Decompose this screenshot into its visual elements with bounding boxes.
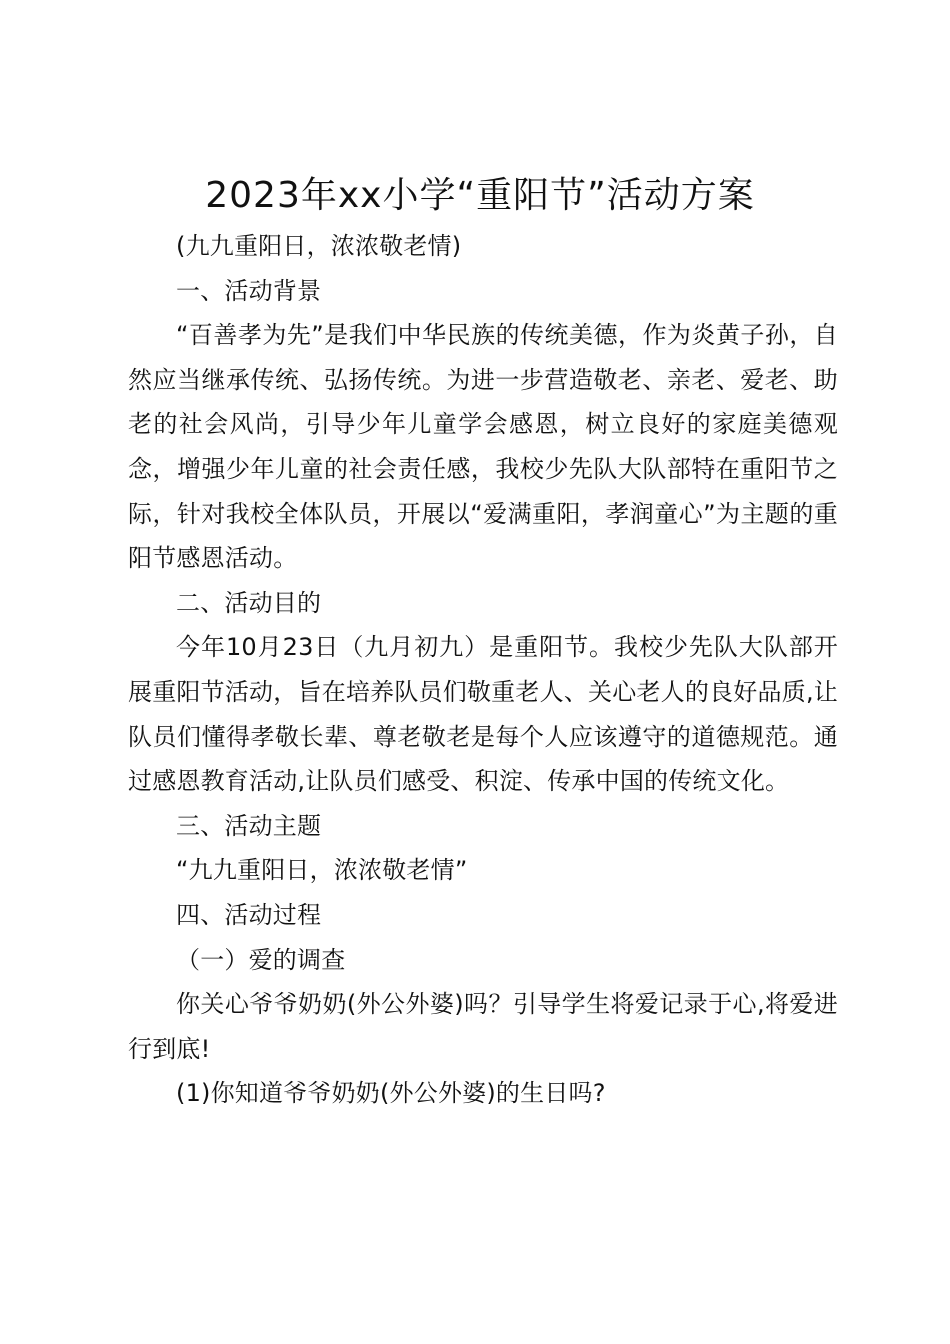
section-heading-purpose: 二、活动目的: [176, 588, 322, 617]
section-heading-theme: 三、活动主题: [176, 811, 322, 840]
survey-paragraph: 你关心爷爷奶奶(外公外婆)吗？引导学生将爱记录于心,将爱进行到底!: [128, 990, 838, 1063]
theme-paragraph: “九九重阳日，浓浓敬老情”: [176, 856, 468, 885]
background-paragraph: “百善孝为先”是我们中华民族的传统美德，作为炎黄子孙，自然应当继承传统、弘扬传统。为进一步营造敬老、亲老、爱老、助老的社会风尚，引导少年儿童学会感恩，树立良好的家庭美德观念，增强少年儿童的社会责任感，我校少先队大队部特在重阳节之际，针对我校全体队员，开展以“爱满重阳，孝润童心”为主题的重阳节感恩活动。: [128, 321, 838, 573]
subsection-heading-survey: （一）爱的调查: [176, 945, 346, 974]
document-title: 2023年xx小学“重阳节”活动方案: [205, 175, 755, 216]
survey-question-1: (1)你知道爷爷奶奶(外公外婆)的生日吗?: [176, 1079, 606, 1108]
section-heading-background: 一、活动背景: [176, 276, 322, 305]
section-heading-process: 四、活动过程: [176, 900, 322, 929]
document-body: [128, 224, 838, 1116]
subtitle-paragraph: (九九重阳日，浓浓敬老情): [176, 232, 462, 260]
purpose-paragraph: 今年10月23日（九月初九）是重阳节。我校少先队大队部开展重阳节活动，旨在培养队员们敬重老人、关心老人的良好品质,让队员们懂得孝敬长辈、尊老敬老是每个人应该遵守的道德规范。通过感恩教育活动,让队员们感受、积淀、传承中国的传统文化。: [128, 633, 838, 796]
